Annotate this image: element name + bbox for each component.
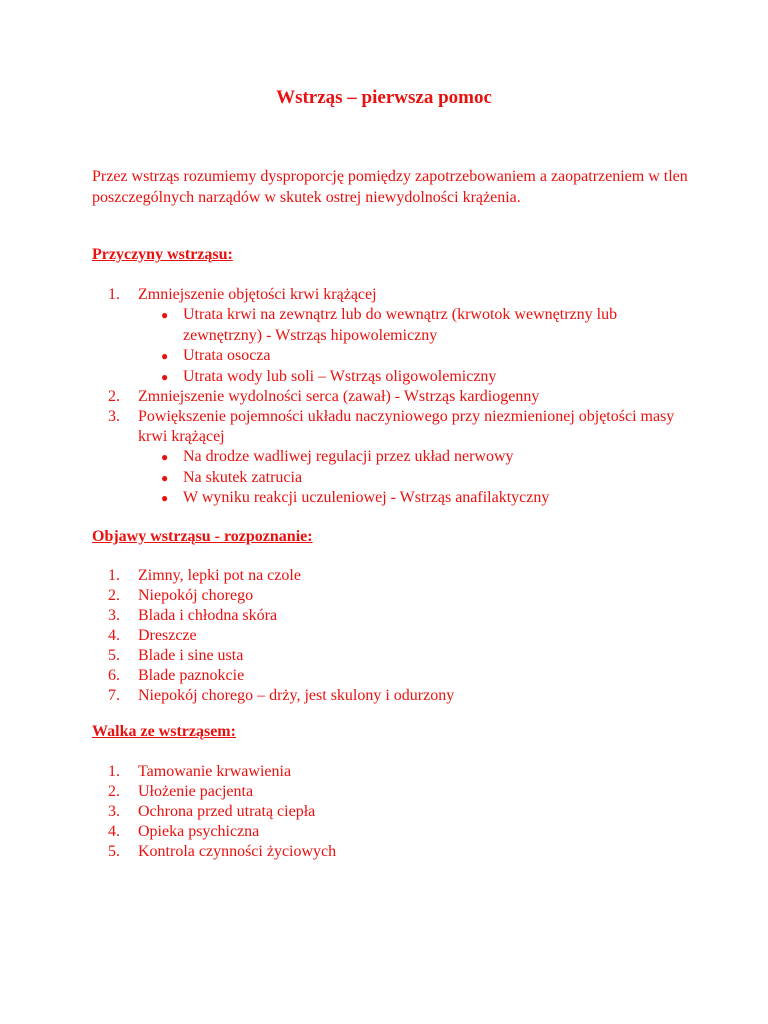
symptoms-list: [108, 566, 688, 706]
item-text: Zimny, lepki pot na czole: [138, 567, 301, 584]
item-text: Blade paznokcie: [138, 667, 245, 684]
item-number: 2.: [108, 587, 120, 604]
bullet-icon: ●: [161, 308, 169, 322]
list-item: [108, 842, 688, 862]
treatment-heading: Walka ze wstrząsem:: [92, 723, 236, 740]
item-text: Blade i sine usta: [138, 647, 244, 664]
list-item: [108, 646, 688, 666]
bullet-icon: ●: [161, 369, 169, 384]
symptoms-heading: Objawy wstrząsu - rozpoznanie:: [92, 528, 313, 545]
sub-list-item: [161, 488, 688, 509]
item-text: Niepokój chorego: [138, 587, 254, 604]
item-number: 3.: [108, 408, 120, 425]
item-text: Zmniejszenie objętości krwi krążącej: [138, 286, 377, 303]
item-text: Tamowanie krwawienia: [138, 763, 292, 780]
sub-list-item: [161, 447, 688, 468]
item-text: Niepokój chorego – drży, jest skulony i odurzony: [138, 687, 455, 704]
item-text: Kontrola czynności życiowych: [138, 843, 337, 860]
item-number: 4.: [108, 823, 120, 840]
causes-heading: Przyczyny wstrząsu:: [92, 246, 233, 263]
item-text: Ułożenie pacjenta: [138, 783, 254, 800]
sub-list-item: [161, 305, 688, 346]
list-item: [108, 387, 688, 407]
list-item: [108, 285, 688, 387]
bullet-icon: ●: [161, 491, 169, 505]
causes-list: [108, 285, 688, 509]
item-number: 1.: [108, 286, 120, 303]
sub-list-item: [161, 468, 688, 489]
bullet-icon: ●: [161, 349, 169, 363]
item-number: 1.: [108, 763, 120, 780]
list-item: [108, 407, 688, 509]
list-item: [108, 666, 688, 686]
item-text: Dreszcze: [138, 627, 197, 644]
list-item: [108, 782, 688, 802]
sub-item-text: W wyniku reakcji uczuleniowej - Wstrząs anafilaktyczny: [183, 489, 550, 506]
sub-list-item: [161, 346, 688, 367]
treatment-list: [108, 762, 688, 862]
item-number: 3.: [108, 803, 120, 820]
item-text: Ochrona przed utratą ciepła: [138, 803, 316, 820]
sub-list: [138, 305, 688, 387]
sub-item-text: Utrata osocza: [183, 347, 271, 364]
page-title: Wstrząs – pierwsza pomoc: [276, 87, 492, 108]
item-number: 2.: [108, 783, 120, 800]
sub-item-text: Utrata wody lub soli – Wstrząs oligowolemiczny: [183, 367, 497, 385]
item-text: Zmniejszenie wydolności serca (zawał) - Wstrząs kardiogenny: [138, 388, 540, 405]
list-item: [108, 762, 688, 782]
bullet-icon: ●: [161, 450, 169, 464]
item-text: Powiększenie pojemności układu naczyniowego przy niezmienionej objętości masy krwi krążącej: [138, 408, 675, 445]
sub-list-item: [161, 367, 688, 388]
list-item: [108, 802, 688, 822]
item-number: 4.: [108, 627, 120, 644]
item-number: 6.: [108, 667, 120, 684]
intro-paragraph: Przez wstrząs rozumiemy dysproporcję pomiędzy zapotrzebowaniem a zaopatrzeniem w tlen poszczególnych narządów w skutek ostrej niewydolności krążenia.: [92, 168, 688, 206]
sub-item-text: Utrata krwi na zewnątrz lub do wewnątrz (krwotok wewnętrzny lub zewnętrzny) - Wstrząs hipowolemiczny: [183, 306, 618, 344]
item-number: 7.: [108, 687, 120, 704]
list-item: [108, 566, 688, 586]
list-item: [108, 606, 688, 626]
item-number: 3.: [108, 607, 120, 624]
item-number: 1.: [108, 567, 120, 584]
item-number: 5.: [108, 843, 120, 860]
sub-list: [138, 447, 688, 509]
item-number: 2.: [108, 388, 120, 405]
list-item: [108, 586, 688, 606]
item-number: 5.: [108, 647, 120, 664]
list-item: [108, 686, 688, 706]
item-text: Opieka psychiczna: [138, 823, 260, 840]
list-item: [108, 822, 688, 842]
list-item: [108, 626, 688, 646]
item-text: Blada i chłodna skóra: [138, 607, 278, 624]
sub-item-text: Na skutek zatrucia: [183, 468, 303, 486]
sub-item-text: Na drodze wadliwej regulacji przez układ nerwowy: [183, 448, 514, 465]
bullet-icon: ●: [161, 470, 169, 485]
